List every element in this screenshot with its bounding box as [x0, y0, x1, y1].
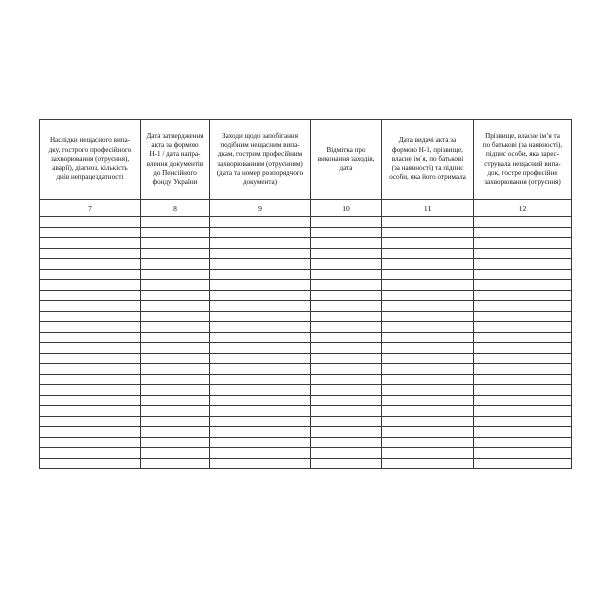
table-cell [382, 406, 474, 417]
table-cell [141, 343, 210, 354]
table-cell [382, 364, 474, 375]
table-cell [474, 343, 572, 354]
table-cell [40, 416, 141, 427]
table-cell [210, 332, 311, 343]
table-cell [311, 364, 382, 375]
table-cell [474, 248, 572, 259]
table-cell [141, 301, 210, 312]
table-cell [210, 301, 311, 312]
table-cell [474, 301, 572, 312]
table-cell [311, 311, 382, 322]
table-cell [311, 332, 382, 343]
table-cell [40, 269, 141, 280]
column-header-9 [210, 120, 311, 200]
table-row [40, 290, 572, 301]
column-header-7 [40, 120, 141, 200]
table-cell [311, 290, 382, 301]
table-row [40, 259, 572, 270]
column-number-12: 12 [474, 200, 572, 217]
column-header-12 [474, 120, 572, 200]
table-cell [210, 385, 311, 396]
table-cell [40, 259, 141, 270]
table-cell [382, 311, 474, 322]
table-cell [141, 311, 210, 322]
table-cell [474, 458, 572, 469]
table-cell [210, 364, 311, 375]
table-cell [474, 290, 572, 301]
table-cell [382, 353, 474, 364]
table-cell [210, 406, 311, 417]
table-cell [382, 385, 474, 396]
table-cell [210, 259, 311, 270]
table-cell [141, 259, 210, 270]
table-cell [210, 395, 311, 406]
table-cell [210, 280, 311, 291]
table-row [40, 416, 572, 427]
table-cell [141, 458, 210, 469]
table-cell [40, 217, 141, 228]
table-cell [382, 448, 474, 459]
table-row [40, 311, 572, 322]
table-cell [382, 374, 474, 385]
table-cell [40, 343, 141, 354]
table-cell [382, 427, 474, 438]
journal-table [39, 119, 572, 469]
table-cell [311, 343, 382, 354]
table-cell [40, 395, 141, 406]
table-cell [474, 364, 572, 375]
table-cell [474, 385, 572, 396]
column-header-12-text: Прізвище, власне ім’я та по батькові (за наявності), підпис особи, яка зарес- струвала нещасний випа- док, гостре професійне захворювання (отруєння) [482, 131, 563, 186]
table-row [40, 269, 572, 280]
table-cell [474, 332, 572, 343]
table-cell [40, 332, 141, 343]
table-row [40, 248, 572, 259]
table-cell [474, 353, 572, 364]
table-cell [474, 448, 572, 459]
table-cell [210, 458, 311, 469]
table-cell [474, 427, 572, 438]
table-cell [474, 217, 572, 228]
column-number-10: 10 [311, 200, 382, 217]
table-cell [40, 364, 141, 375]
table-row [40, 280, 572, 291]
table-cell [141, 238, 210, 249]
table-cell [141, 227, 210, 238]
table-cell [311, 322, 382, 333]
table-cell [141, 364, 210, 375]
table-cell [311, 259, 382, 270]
table-cell [141, 437, 210, 448]
table-cell [382, 437, 474, 448]
table-row [40, 364, 572, 375]
table-row [40, 343, 572, 354]
column-number-7: 7 [40, 200, 141, 217]
table-cell [311, 416, 382, 427]
table-cell [382, 395, 474, 406]
table-cell [474, 406, 572, 417]
table-cell [40, 448, 141, 459]
table-cell [210, 353, 311, 364]
table-cell [210, 343, 311, 354]
table-cell [40, 280, 141, 291]
table-cell [311, 269, 382, 280]
table-cell [40, 238, 141, 249]
table-cell [210, 374, 311, 385]
table-cell [210, 290, 311, 301]
table-cell [40, 290, 141, 301]
column-number-8: 8 [141, 200, 210, 217]
table-row [40, 458, 572, 469]
table-cell [210, 322, 311, 333]
table-cell [382, 238, 474, 249]
table-cell [40, 427, 141, 438]
table-cell [382, 290, 474, 301]
column-header-9-text: Заходи щодо запобігання подібним нещасним випа- дкам, гострим професійним захворюванням (отруєнням) (дата та номер розпорядчого документа) [216, 131, 304, 186]
table-cell [141, 406, 210, 417]
table-cell [210, 227, 311, 238]
header-row [40, 120, 572, 200]
table-cell [40, 227, 141, 238]
table-row [40, 227, 572, 238]
table-cell [311, 227, 382, 238]
table-cell [474, 238, 572, 249]
column-header-11 [382, 120, 474, 200]
table-cell [474, 311, 572, 322]
table-cell [141, 332, 210, 343]
table-cell [40, 437, 141, 448]
table-cell [141, 448, 210, 459]
table-cell [474, 227, 572, 238]
table-cell [311, 301, 382, 312]
table-cell [40, 311, 141, 322]
table-cell [40, 385, 141, 396]
table-cell [382, 248, 474, 259]
table-cell [141, 248, 210, 259]
table-cell [474, 259, 572, 270]
table-row [40, 385, 572, 396]
column-header-7-text: Наслідки нещасного випа- дку, гострого професійного захворювання (отруєння), аварії), діагноз, кількість днів непрацездатності [48, 136, 132, 182]
table-cell [311, 238, 382, 249]
table-cell [141, 385, 210, 396]
table-cell [210, 427, 311, 438]
column-number-11: 11 [382, 200, 474, 217]
table-cell [210, 416, 311, 427]
table-row [40, 406, 572, 417]
table-cell [311, 458, 382, 469]
table-row [40, 322, 572, 333]
table-row [40, 217, 572, 228]
table-cell [311, 437, 382, 448]
table-row [40, 437, 572, 448]
table-cell [382, 343, 474, 354]
table-cell [382, 217, 474, 228]
table-row [40, 427, 572, 438]
table-cell [474, 280, 572, 291]
table-cell [382, 259, 474, 270]
table-cell [474, 437, 572, 448]
table-cell [382, 301, 474, 312]
table-cell [474, 269, 572, 280]
table-cell [311, 406, 382, 417]
table-cell [141, 217, 210, 228]
table-cell [210, 238, 311, 249]
table-cell [311, 217, 382, 228]
table-cell [311, 427, 382, 438]
table-cell [141, 416, 210, 427]
table-cell [311, 248, 382, 259]
table-cell [141, 427, 210, 438]
table-cell [40, 353, 141, 364]
table-cell [141, 353, 210, 364]
table-cell [474, 416, 572, 427]
table-row [40, 448, 572, 459]
table-row [40, 332, 572, 343]
table-cell [141, 395, 210, 406]
table-cell [474, 374, 572, 385]
table-cell [141, 322, 210, 333]
table-row [40, 238, 572, 249]
table-cell [382, 322, 474, 333]
table-cell [210, 448, 311, 459]
table-cell [382, 280, 474, 291]
table-cell [40, 458, 141, 469]
table-cell [210, 269, 311, 280]
table-cell [311, 448, 382, 459]
column-number-row [40, 200, 572, 217]
table-cell [210, 311, 311, 322]
table-cell [382, 458, 474, 469]
table-cell [40, 406, 141, 417]
column-number-9: 9 [210, 200, 311, 217]
table-row [40, 301, 572, 312]
table-body [40, 200, 572, 469]
table-cell [474, 395, 572, 406]
table-row [40, 353, 572, 364]
table-cell [311, 395, 382, 406]
table-cell [40, 301, 141, 312]
table-cell [210, 437, 311, 448]
table-cell [141, 374, 210, 385]
column-header-8-text: Дата затвердження акта за формою Н-1 / дата напра- влення документів до Пенсійного фонду України [146, 131, 204, 186]
table-cell [40, 374, 141, 385]
table-cell [311, 280, 382, 291]
table-cell [474, 322, 572, 333]
table-cell [382, 332, 474, 343]
column-header-8 [141, 120, 210, 200]
table-cell [382, 416, 474, 427]
table-cell [311, 353, 382, 364]
column-header-10 [311, 120, 382, 200]
table-row [40, 395, 572, 406]
column-header-10-text: Відмітка про виконання заходів, дата [317, 145, 375, 173]
table-cell [141, 280, 210, 291]
table-row [40, 374, 572, 385]
table-cell [210, 217, 311, 228]
table-cell [311, 385, 382, 396]
column-header-11-text: Дата видачі акта за формою Н-1, прізвище, власне ім`я, по батькові (за наявності) та підпис особи, яка його отримала [389, 136, 466, 182]
table-cell [141, 290, 210, 301]
table-cell [40, 248, 141, 259]
table-cell [40, 322, 141, 333]
table-cell [382, 227, 474, 238]
table-cell [210, 248, 311, 259]
table-cell [141, 269, 210, 280]
table-cell [311, 374, 382, 385]
table-cell [382, 269, 474, 280]
